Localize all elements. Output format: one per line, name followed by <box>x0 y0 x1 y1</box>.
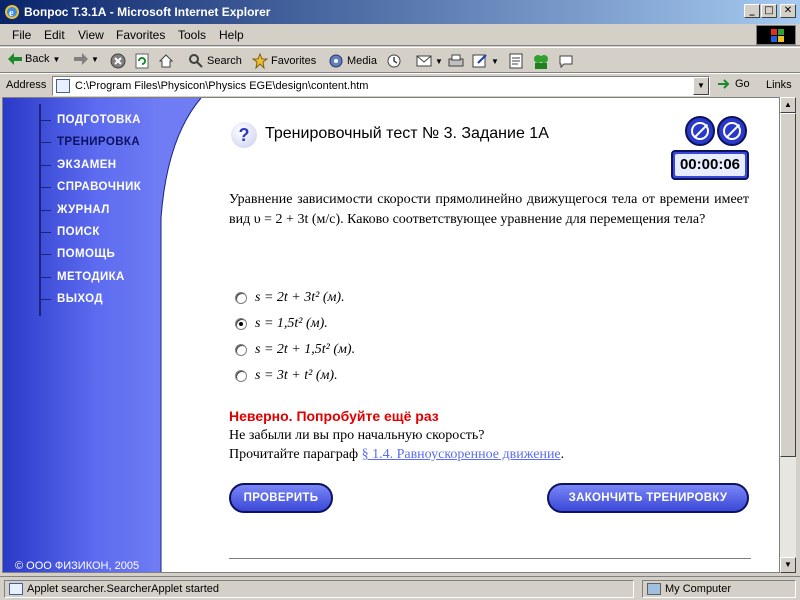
mail-dropdown-icon[interactable]: ▼ <box>435 56 443 66</box>
page-title: Тренировочный тест № 3. Задание 1А <box>265 125 549 142</box>
applet-status-icon <box>9 583 23 595</box>
ie-logo-icon <box>4 4 20 20</box>
window-title: Вопрос Т.3.1А - Microsoft Internet Explorer <box>24 5 271 19</box>
research-button[interactable] <box>558 53 574 69</box>
copyright: © ООО ФИЗИКОН, 2005 <box>15 560 140 572</box>
favorites-star-icon <box>252 53 268 69</box>
mail-button[interactable] <box>416 53 443 69</box>
back-dropdown-icon[interactable]: ▼ <box>52 54 61 64</box>
address-bar <box>0 73 800 97</box>
scroll-up-icon[interactable]: ▲ <box>780 97 796 113</box>
feedback-error: Неверно. Попробуйте ещё раз <box>229 408 439 424</box>
edit-icon <box>472 53 488 69</box>
answer-radio[interactable] <box>235 292 247 304</box>
address-url[interactable]: C:\Program Files\Physicon\Physics EGE\design\content.htm <box>75 80 369 92</box>
sound-off-icon <box>691 122 709 140</box>
stop-icon <box>110 53 126 69</box>
search-icon <box>188 53 204 69</box>
discuss-icon <box>508 53 524 69</box>
nav-tick <box>39 187 51 188</box>
answer-radio[interactable] <box>235 344 247 356</box>
home-button[interactable] <box>158 53 174 69</box>
answer-label: s = 3t + t² (м). <box>255 368 338 383</box>
nav-item-training[interactable]: ТРЕНИРОВКА <box>57 136 141 148</box>
forward-arrow-icon <box>74 53 88 65</box>
nav-tick <box>39 254 51 255</box>
status-bar <box>0 576 800 600</box>
mail-icon <box>416 53 432 69</box>
hint-suffix: . <box>560 447 565 462</box>
edit-button[interactable] <box>472 53 499 69</box>
refresh-icon <box>134 53 150 69</box>
address-label: Address <box>6 79 47 91</box>
go-label: Go <box>735 78 750 90</box>
nav-item-exit[interactable]: ВЫХОД <box>57 293 103 305</box>
divider <box>229 558 751 559</box>
nav-tick <box>39 120 51 121</box>
nav-item-methodology[interactable]: МЕТОДИКА <box>57 271 125 283</box>
question-text: Уравнение зависимости скорости прямолинейно движущегося тела от времени имеет вид υ = 2 + 3t (м/с). Каково соответствующее уравнение для перемещения тела? <box>229 192 749 227</box>
menu-view[interactable]: View <box>78 28 104 42</box>
address-dropdown-icon[interactable]: ▼ <box>693 77 709 95</box>
go-arrow-icon <box>718 78 732 90</box>
nav-item-journal[interactable]: ЖУРНАЛ <box>57 204 110 216</box>
hint-prefix: Прочитайте параграф <box>229 447 362 462</box>
forward-button[interactable] <box>74 53 99 65</box>
timer-display <box>671 150 749 180</box>
music-off-button[interactable] <box>717 116 747 146</box>
menu-help[interactable]: Help <box>219 28 244 42</box>
answer-label: s = 2t + 3t² (м). <box>255 290 345 305</box>
answer-radio-selected[interactable] <box>235 318 247 330</box>
nav-tick <box>39 210 51 211</box>
answer-label: s = 2t + 1,5t² (м). <box>255 342 356 357</box>
nav-item-reference[interactable]: СПРАВОЧНИК <box>57 181 142 193</box>
finish-training-button[interactable]: ЗАКОНЧИТЬ ТРЕНИРОВКУ <box>547 483 749 513</box>
page-icon <box>56 79 70 93</box>
edit-dropdown-icon[interactable]: ▼ <box>491 56 499 66</box>
links-button[interactable]: Links <box>766 79 792 91</box>
print-icon <box>448 53 464 69</box>
help-question-icon: ? <box>231 122 257 148</box>
nav-tick <box>39 142 51 143</box>
answer-radio[interactable] <box>235 370 247 382</box>
history-button[interactable] <box>386 53 402 69</box>
hint-text: Не забыли ли вы про начальную скорость? <box>229 428 485 443</box>
left-navigation <box>3 98 161 573</box>
discuss-button[interactable] <box>508 53 524 69</box>
print-button[interactable] <box>448 53 464 69</box>
window-titlebar <box>0 0 800 24</box>
menu-favorites[interactable]: Favorites <box>116 28 166 42</box>
back-label: Back <box>25 53 50 65</box>
nav-curve-decoration <box>153 98 223 573</box>
sound-off-button[interactable] <box>685 116 715 146</box>
close-button[interactable]: ✕ <box>780 4 796 18</box>
history-icon <box>386 53 402 69</box>
nav-tick <box>39 232 51 233</box>
address-input[interactable] <box>52 76 710 96</box>
messenger-button[interactable] <box>532 53 550 71</box>
search-label: Search <box>207 55 242 67</box>
nav-item-exam[interactable]: ЭКЗАМЕН <box>57 159 117 171</box>
paragraph-link[interactable]: § 1.4. Равноускоренное движение <box>361 447 561 462</box>
timer-value: 00:00:06 <box>675 154 745 176</box>
research-icon <box>558 53 574 69</box>
menu-file[interactable]: File <box>12 28 32 42</box>
status-zone: My Computer <box>665 583 732 595</box>
nav-tick <box>39 299 51 300</box>
svg-text:e: e <box>9 8 14 19</box>
refresh-button[interactable] <box>134 53 150 69</box>
forward-dropdown-icon[interactable]: ▼ <box>91 54 99 64</box>
page-viewport <box>2 97 780 573</box>
nav-item-help[interactable]: ПОМОЩЬ <box>57 248 116 260</box>
menu-tools[interactable]: Tools <box>178 28 207 42</box>
minimize-button[interactable]: _ <box>744 4 760 18</box>
status-message-panel <box>4 580 634 598</box>
toolbar <box>0 47 800 73</box>
music-off-icon <box>723 122 741 140</box>
favorites-label: Favorites <box>271 55 317 67</box>
vertical-scrollbar[interactable] <box>780 97 796 573</box>
nav-tick <box>39 165 51 166</box>
maximize-button[interactable]: □ <box>761 4 777 18</box>
go-button[interactable] <box>718 78 750 90</box>
status-message: Applet searcher.SearcherApplet started <box>27 583 220 595</box>
status-zone-panel <box>642 580 796 598</box>
media-button[interactable] <box>328 53 377 69</box>
scroll-thumb[interactable] <box>780 113 796 457</box>
answer-label: s = 1,5t² (м). <box>255 316 328 331</box>
favorites-button[interactable] <box>252 53 316 69</box>
media-icon <box>328 53 344 69</box>
home-icon <box>158 53 174 69</box>
stop-button[interactable] <box>110 53 126 69</box>
back-arrow-icon <box>8 53 22 65</box>
search-button[interactable] <box>188 53 242 69</box>
check-button[interactable]: ПРОВЕРИТЬ <box>229 483 333 513</box>
back-button[interactable] <box>8 53 60 65</box>
menu-bar <box>0 24 800 46</box>
media-label: Media <box>347 55 377 67</box>
scroll-down-icon[interactable]: ▼ <box>780 557 796 573</box>
messenger-icon <box>532 53 550 71</box>
menu-edit[interactable]: Edit <box>44 28 65 42</box>
my-computer-icon <box>647 583 661 595</box>
windows-logo-icon <box>756 25 796 45</box>
nav-item-preparation[interactable]: ПОДГОТОВКА <box>57 114 141 126</box>
nav-tick <box>39 277 51 278</box>
nav-item-search[interactable]: ПОИСК <box>57 226 100 238</box>
hint-reference <box>229 447 564 463</box>
